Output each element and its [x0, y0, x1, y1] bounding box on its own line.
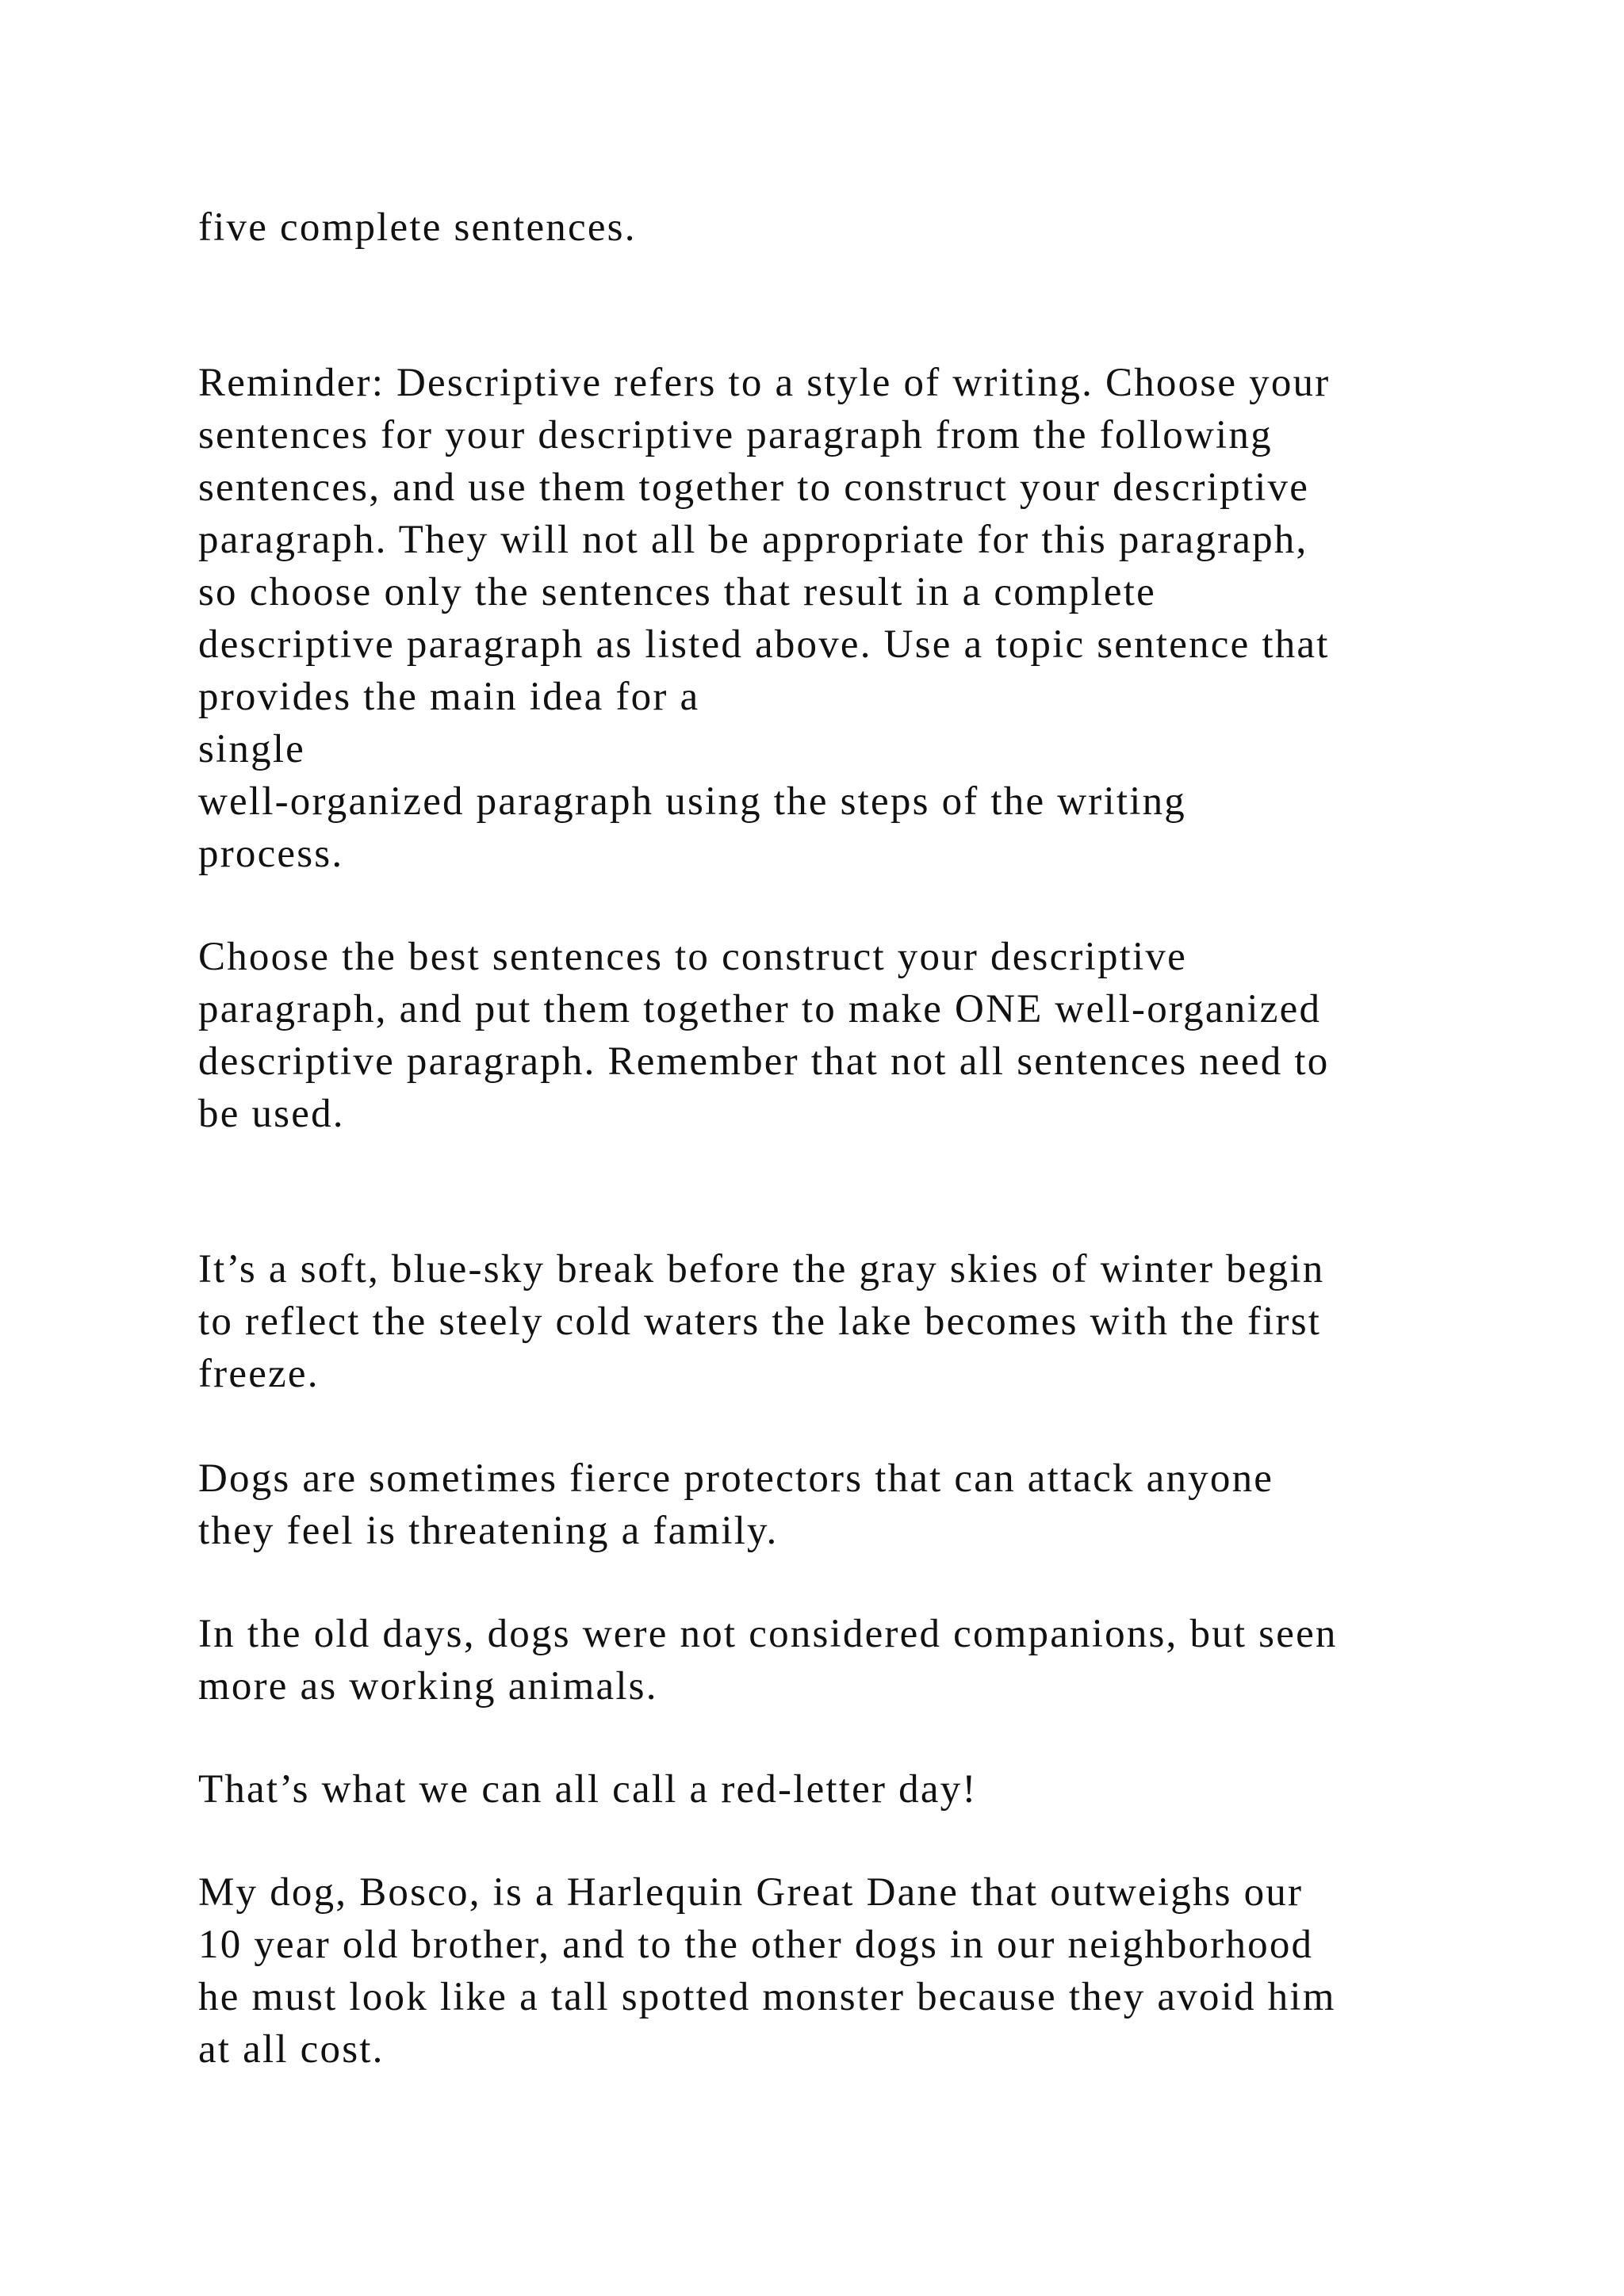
text-line: paragraph, and put them together to make ONE well-organized — [198, 987, 1322, 1031]
text-line: sentences for your descriptive paragraph from the following — [198, 413, 1273, 457]
text-line: That’s what we can all call a red-letter day! — [198, 1767, 978, 1812]
text-line: to reflect the steely cold waters the lake becomes with the first — [198, 1299, 1322, 1344]
text-line: descriptive paragraph. Remember that not all sentences need to — [198, 1039, 1330, 1084]
text-line: In the old days, dogs were not considered companions, but seen — [198, 1612, 1338, 1656]
text-line: single — [198, 727, 306, 771]
text-line: provides the main idea for a — [198, 675, 700, 719]
text-line: It’s a soft, blue-sky break before the gray skies of winter begin — [198, 1247, 1325, 1292]
text-line: he must look like a tall spotted monster because they avoid him — [198, 1975, 1336, 2019]
text-line: so choose only the sentences that result in a complete — [198, 570, 1156, 614]
text-line: Reminder: Descriptive refers to a style of writing. Choose your — [198, 361, 1331, 405]
text-line: descriptive paragraph as listed above. Use a topic sentence that — [198, 622, 1330, 667]
text-line: 10 year old brother, and to the other dogs in our neighborhood — [198, 1923, 1314, 1967]
text-line: be used. — [198, 1092, 345, 1136]
text-line: process. — [198, 832, 344, 876]
text-line: more as working animals. — [198, 1664, 658, 1709]
text-line: at all cost. — [198, 2027, 385, 2072]
text-line: My dog, Bosco, is a Harlequin Great Dane that outweighs our — [198, 1870, 1304, 1915]
text-line: sentences, and use them together to construct your descriptive — [198, 465, 1310, 510]
text-line: freeze. — [198, 1352, 320, 1396]
text-line: Dogs are sometimes fierce protectors that can attack anyone — [198, 1456, 1274, 1501]
text-line: they feel is threatening a family. — [198, 1509, 779, 1553]
text-line: paragraph. They will not all be appropriate for this paragraph, — [198, 518, 1308, 562]
text-line: Choose the best sentences to construct your descriptive — [198, 935, 1187, 979]
text-line: well-organized paragraph using the steps of the writing — [198, 779, 1186, 824]
text-line: five complete sentences. — [198, 205, 637, 250]
